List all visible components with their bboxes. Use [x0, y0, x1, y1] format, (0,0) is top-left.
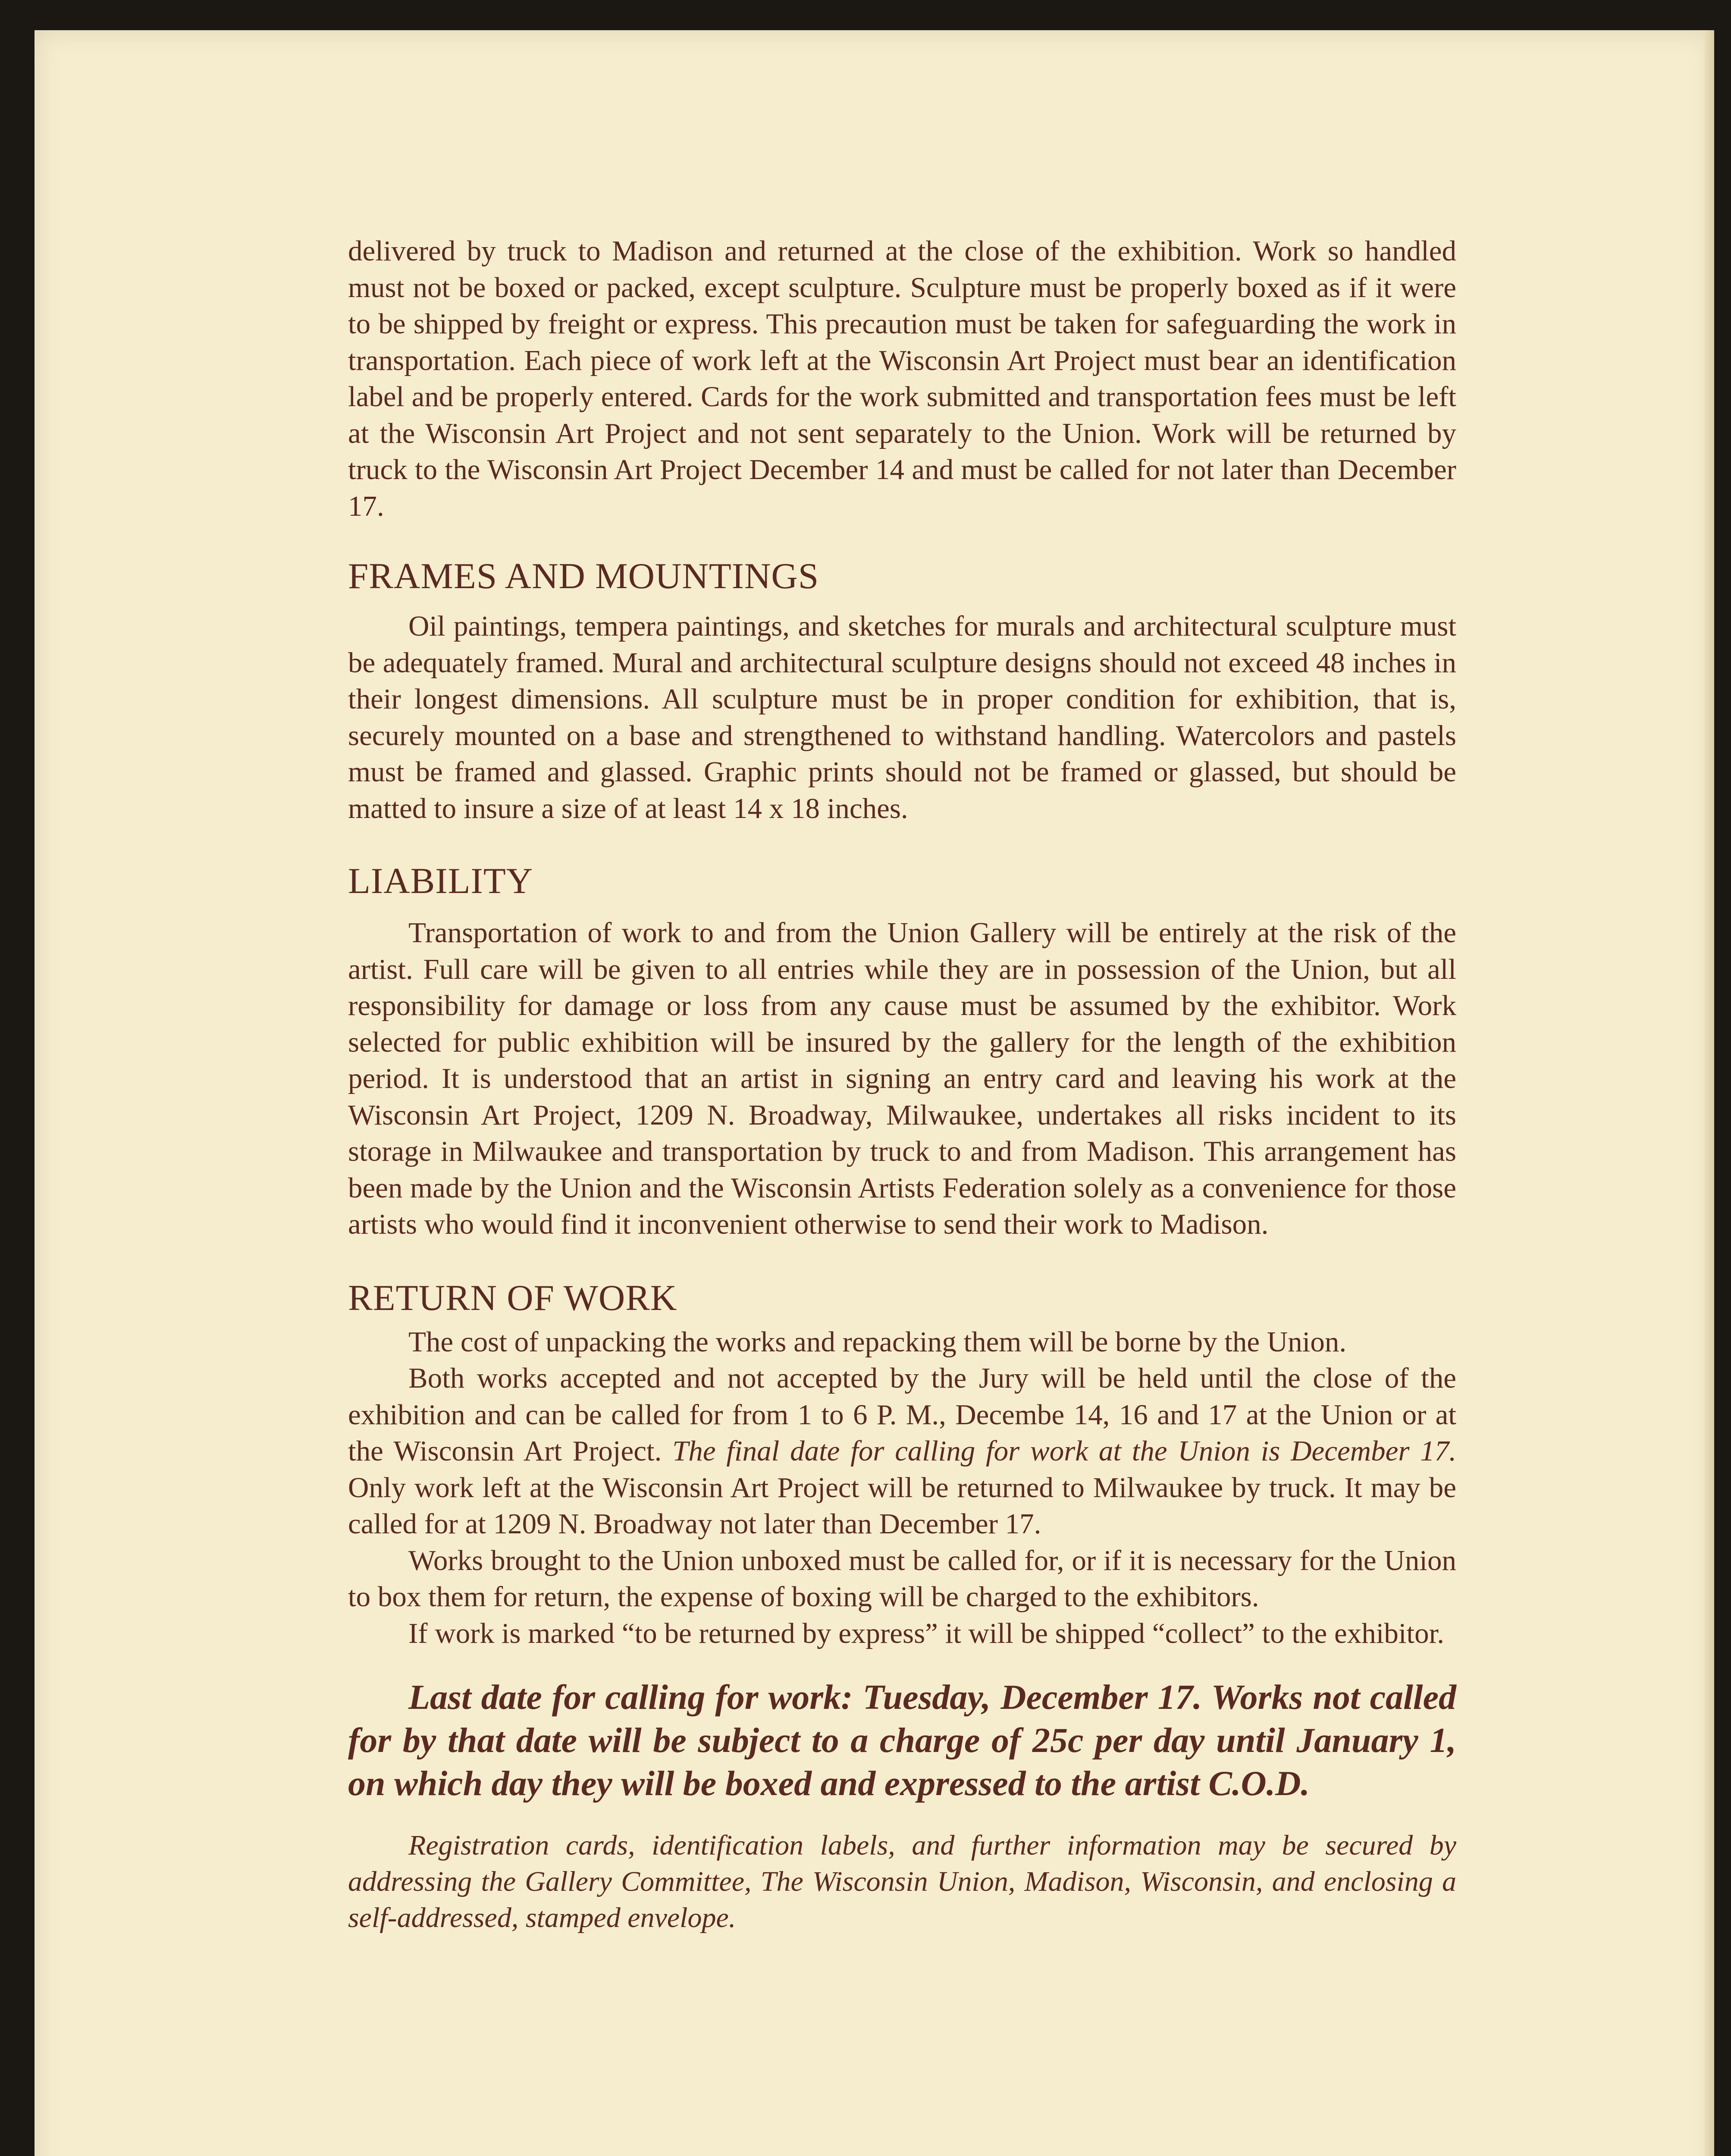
- last-date-notice: Last date for calling for work: Tuesday, December 17. Works not called for by that date will be subject to a charge of 25c per day until January 1, on which day they will be boxed and expressed to the artist C.O.D.: [348, 1677, 1456, 1803]
- liability-heading: LIABILITY: [348, 861, 533, 901]
- return-paragraph-4: If work is marked “to be returned by express” it will be shipped “collect” to the exhibitor.: [408, 1617, 1444, 1649]
- frames-paragraph: Oil paintings, tempera paintings, and sketches for murals and architectural sculpture must be adequately framed. Mural and architectural sculpture designs should not exceed 48 inches in their longest dimensions. All sculpture must be in proper condition for exhibition, that is, securely mounted on a base and strengthened to withstand handling. Watercolors and pastels must be framed and glassed. Graphic prints should not be framed or glassed, but should be matted to insure a size of at least 14 x 18 inches.: [348, 610, 1456, 824]
- return-paragraph-3: Works brought to the Union unboxed must be called for, or if it is necessary for the Union to box them for return, the expense of boxing will be charged to the exhibitors.: [348, 1544, 1456, 1613]
- return-paragraph-2-start: Both works accepted and not accepted by the Jury will be held until the close of the exhibition and can be called for from 1 to 6 P. M., Decembe 14, 16 and 17 at the Union or at the Wisconsin Art Project.: [348, 1362, 1456, 1467]
- frames-heading: FRAMES AND MOUNTINGS: [348, 556, 819, 596]
- intro-paragraph: delivered by truck to Madison and returned at the close of the exhibition. Work so handled must not be boxed or packed, except sculpture. Sculpture must be properly boxed as if it were to be shipped by freight or express. This precaution must be taken for safeguarding the work in transportation. Each piece of work left at the Wisconsin Art Project must bear an identification label and be properly entered. Cards for the work submitted and transportation fees must be left at the Wisconsin Art Project and not sent separately to the Union. Work will be returned by truck to the Wisconsin Art Project December 14 and must be called for not later than December 17.: [348, 235, 1456, 522]
- liability-paragraph: Transportation of work to and from the Union Gallery will be entirely at the risk of the artist. Full care will be given to all entries while they are in possession of the Union, but all responsibility for damage or loss from any cause must be assumed by the exhibitor. Work selected for public exhibition will be insured by the gallery for the length of the exhibition period. It is understood that an artist in signing an entry card and leaving his work at the Wisconsin Art Project, 1209 N. Broadway, Milwaukee, undertakes all risks incident to its storage in Milwaukee and transportation by truck to and from Madison. This arrangement has been made by the Union and the Wisconsin Artists Federation solely as a convenience for those artists who would find it inconvenient otherwise to send their work to Madison.: [348, 917, 1456, 1240]
- return-paragraph-2-italic: The final date for calling for work at the Union is December 17.: [672, 1435, 1457, 1467]
- return-paragraph-2: [348, 1360, 1456, 1542]
- return-paragraph-1: The cost of unpacking the works and repacking them will be borne by the Union.: [408, 1326, 1347, 1358]
- registration-note: Registration cards, identification labels, and further information may be secured by addressing the Gallery Committee, The Wisconsin Union, Madison, Wisconsin, and enclosing a self-addressed, stamped envelope.: [348, 1830, 1456, 1934]
- return-of-work-heading: RETURN OF WORK: [348, 1277, 677, 1318]
- document-page: [34, 30, 1714, 2156]
- page-content: [348, 233, 1456, 1936]
- return-paragraph-2-end: Only work left at the Wisconsin Art Project will be returned to Milwaukee by truck. It may be called for at 1209 N. Broadway not later than December 17.: [348, 1471, 1456, 1540]
- page-fold-edge: [1705, 30, 1714, 2156]
